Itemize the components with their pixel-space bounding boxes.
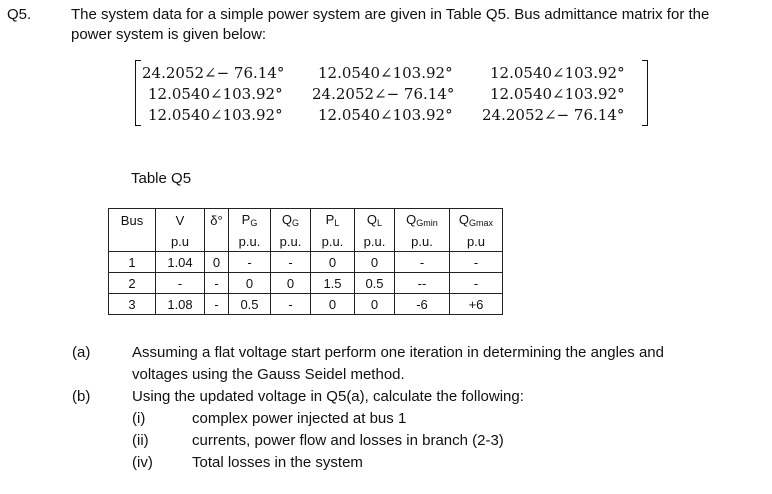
header-qgmin: $Q_{Gmin}$ bbox=[395, 209, 450, 232]
header-v: V bbox=[156, 209, 205, 232]
unit-cell: p.u. bbox=[311, 231, 355, 252]
table-cell: 3 bbox=[109, 294, 156, 315]
matrix-cell-1-2: 12.0540∠103.92° bbox=[318, 64, 453, 82]
table-cell: - bbox=[395, 252, 450, 273]
unit-cell bbox=[205, 231, 229, 252]
table-cell: - bbox=[156, 273, 205, 294]
matrix-cell-3-2: 12.0540∠103.92° bbox=[318, 106, 453, 124]
table-header-row bbox=[109, 209, 503, 232]
question-number: Q5. bbox=[7, 6, 32, 23]
header-delta: δ° bbox=[205, 209, 229, 232]
table-units-row bbox=[109, 231, 503, 252]
table-row-bus-3 bbox=[109, 294, 503, 315]
matrix-cell-2-3: 12.0540∠103.92° bbox=[490, 85, 625, 103]
part-b-line-1: Using the updated voltage in Q5(a), calculate the following: bbox=[132, 388, 524, 405]
matrix-cell-2-2: 24.2052∠− 76.14° bbox=[312, 85, 455, 103]
table-cell: -- bbox=[395, 273, 450, 294]
header-qgmax: $Q_{Gmax}$ bbox=[450, 209, 503, 232]
header-bus: Bus bbox=[109, 209, 156, 232]
table-cell: 2 bbox=[109, 273, 156, 294]
table-caption: Table Q5 bbox=[131, 170, 192, 187]
unit-cell: p.u. bbox=[229, 231, 271, 252]
table-cell: 1.08 bbox=[156, 294, 205, 315]
table-cell: 1.04 bbox=[156, 252, 205, 273]
header-ql: $Q_L$ bbox=[355, 209, 395, 232]
table-cell: - bbox=[271, 252, 311, 273]
matrix-cell-3-1: 12.0540∠103.92° bbox=[148, 106, 283, 124]
part-a-label: (a) bbox=[72, 344, 91, 361]
table-cell: - bbox=[450, 273, 503, 294]
unit-cell: p.u. bbox=[271, 231, 311, 252]
table-cell: - bbox=[271, 294, 311, 315]
question-intro bbox=[71, 5, 709, 45]
table-row-bus-2 bbox=[109, 273, 503, 294]
table-cell: 1.5 bbox=[311, 273, 355, 294]
table-cell: +6 bbox=[450, 294, 503, 315]
part-b-label: (b) bbox=[72, 388, 91, 405]
header-qg: $Q_G$ bbox=[271, 209, 311, 232]
unit-cell: p.u bbox=[450, 231, 503, 252]
header-pg: $P_G$ bbox=[229, 209, 271, 232]
header-pl: $P_L$ bbox=[311, 209, 355, 232]
sub-item-text: Total losses in the system bbox=[192, 454, 363, 471]
unit-cell: p.u. bbox=[355, 231, 395, 252]
sub-item-text: currents, power flow and losses in branch (2-3) bbox=[192, 432, 504, 449]
unit-cell: p.u bbox=[156, 231, 205, 252]
intro-line-2: power system is given below: bbox=[71, 26, 267, 43]
table-row-bus-1 bbox=[109, 252, 503, 273]
table-cell: 0.5 bbox=[355, 273, 395, 294]
table-cell: 0 bbox=[229, 273, 271, 294]
table-cell: 0 bbox=[271, 273, 311, 294]
admittance-matrix bbox=[135, 60, 648, 126]
matrix-cell-2-1: 12.0540∠103.92° bbox=[148, 85, 283, 103]
table-cell: 1 bbox=[109, 252, 156, 273]
table-cell: - bbox=[450, 252, 503, 273]
table-cell: 0 bbox=[311, 252, 355, 273]
part-a-line-1: Assuming a flat voltage start perform one iteration in determining the angles and bbox=[132, 344, 664, 361]
matrix-cell-3-3: 24.2052∠− 76.14° bbox=[482, 106, 625, 124]
matrix-cell-1-1: 24.2052∠− 76.14° bbox=[142, 64, 285, 82]
part-a-line-2: voltages using the Gauss Seidel method. bbox=[132, 366, 405, 383]
unit-cell bbox=[109, 231, 156, 252]
matrix-cell-1-3: 12.0540∠103.92° bbox=[490, 64, 625, 82]
matrix-left-bracket bbox=[135, 60, 141, 126]
table-cell: - bbox=[205, 273, 229, 294]
matrix-right-bracket bbox=[642, 60, 648, 126]
sub-item-text: complex power injected at bus 1 bbox=[192, 410, 407, 427]
sub-item-label: (i) bbox=[132, 410, 146, 427]
sub-item-label: (ii) bbox=[132, 432, 149, 449]
table-cell: 0 bbox=[355, 294, 395, 315]
table-cell: 0 bbox=[311, 294, 355, 315]
table-cell: 0 bbox=[355, 252, 395, 273]
sub-item-label: (iv) bbox=[132, 454, 153, 471]
unit-cell: p.u. bbox=[395, 231, 450, 252]
bus-data-table bbox=[108, 208, 503, 315]
table-cell: - bbox=[229, 252, 271, 273]
intro-line-1: The system data for a simple power system are given in Table Q5. Bus admittance matrix for the bbox=[71, 6, 710, 23]
table-cell: -6 bbox=[395, 294, 450, 315]
table-cell: 0.5 bbox=[229, 294, 271, 315]
table-cell: 0 bbox=[205, 252, 229, 273]
table-cell: - bbox=[205, 294, 229, 315]
